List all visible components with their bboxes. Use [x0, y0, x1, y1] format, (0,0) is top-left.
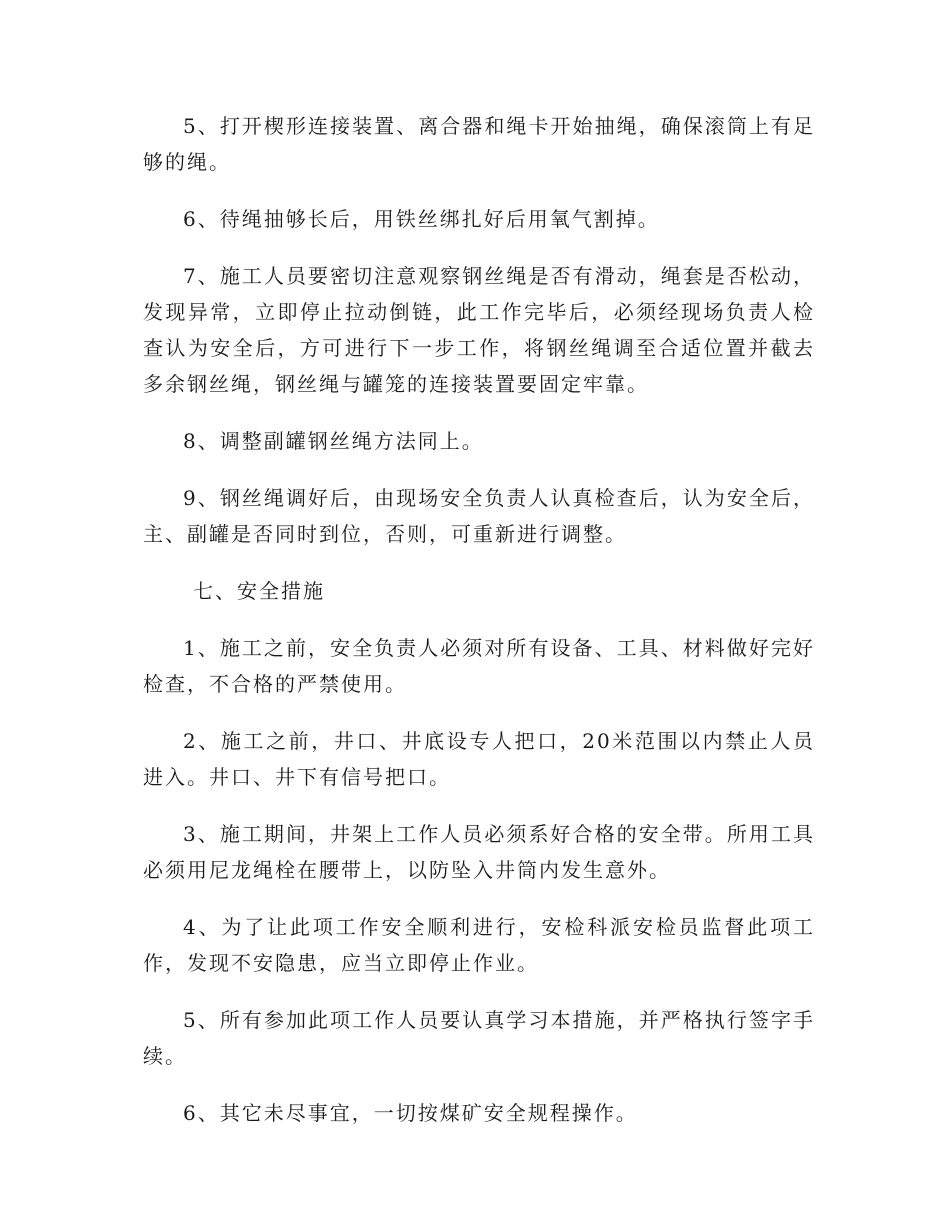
paragraph-step-9: 9、钢丝绳调好后，由现场安全负责人认真检查后，认为安全后，主、副罐是否同时到位，否则，可重新进行调整。	[143, 486, 815, 546]
paragraph-step-6: 6、待绳抽够长后，用铁丝绑扎好后用氧气割掉。	[183, 207, 660, 231]
paragraph-safety-3: 3、施工期间，井架上工作人员必须系好合格的安全带。所用工具必须用尼龙绳栓在腰带上，以防坠入井筒内发生意外。	[143, 822, 815, 882]
paragraph-safety-2: 2、施工之前，井口、井底设专人把口，20米范围以内禁止人员进入。井口、井下有信号把口。	[143, 729, 815, 789]
paragraph-safety-6: 6、其它未尽事宜，一切按煤矿安全规程操作。	[183, 1101, 638, 1125]
paragraph-step-7: 7、施工人员要密切注意观察钢丝绳是否有滑动，绳套是否松动，发现异常，立即停止拉动倒链，此工作完毕后，必须经现场负责人检查认为安全后，方可进行下一步工作，将钢丝绳调至合适位置并截去多余钢丝绳，钢丝绳与罐笼的连接装置要固定牢靠。	[143, 264, 815, 396]
paragraph-step-5: 5、打开楔形连接装置、离合器和绳卡开始抽绳，确保滚筒上有足够的绳。	[143, 114, 815, 174]
paragraph-safety-1: 1、施工之前，安全负责人必须对所有设备、工具、材料做好完好检查，不合格的严禁使用。	[143, 636, 815, 696]
paragraph-step-8: 8、调整副罐钢丝绳方法同上。	[183, 429, 484, 453]
section-heading-safety-measures: 七、安全措施	[193, 579, 325, 603]
document-body	[143, 108, 815, 1152]
paragraph-safety-4: 4、为了让此项工作安全顺利进行，安检科派安检员监督此项工作，发现不安隐患，应当立即停止作业。	[143, 915, 815, 975]
paragraph-safety-5: 5、所有参加此项工作人员要认真学习本措施，并严格执行签字手续。	[143, 1008, 815, 1068]
